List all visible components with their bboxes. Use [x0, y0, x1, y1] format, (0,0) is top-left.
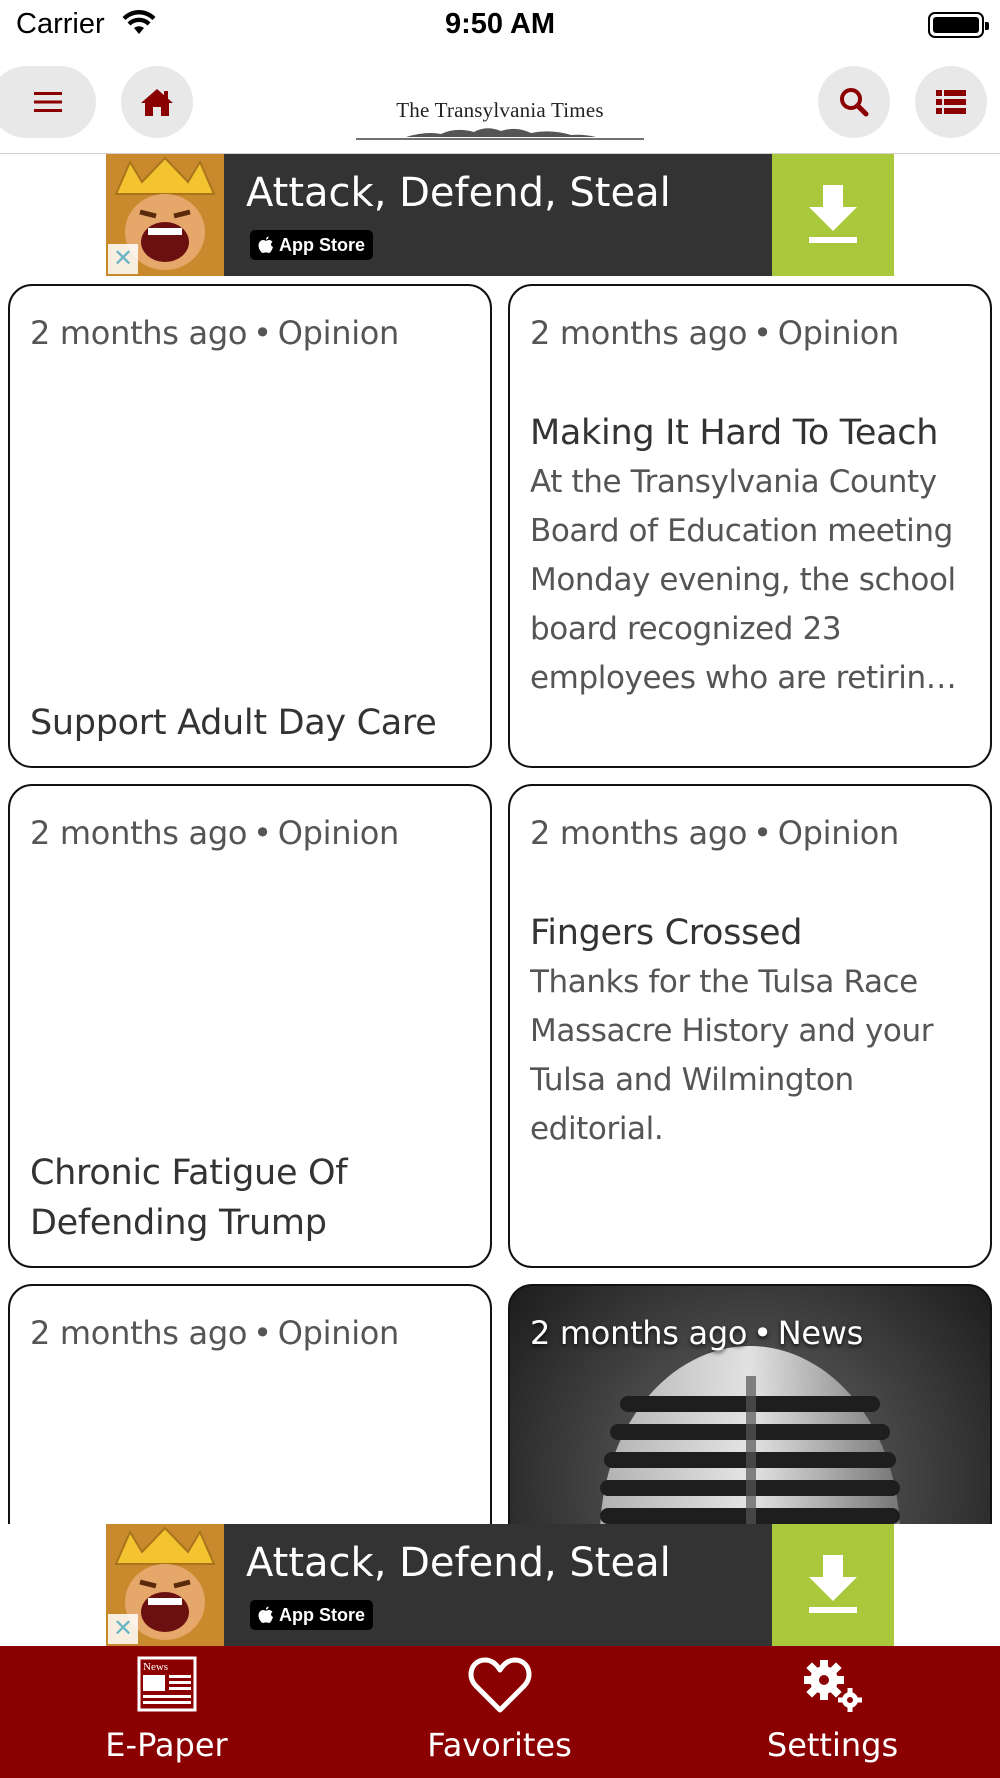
list-view-button[interactable]	[915, 66, 987, 138]
ad-download-button[interactable]	[772, 154, 894, 276]
article-feed[interactable]	[0, 276, 1000, 1524]
article-category: Opinion	[277, 314, 400, 352]
newspaper-icon	[137, 1656, 197, 1712]
article-age: 2 months ago	[530, 814, 748, 852]
article-category: News	[777, 1314, 863, 1352]
gears-icon	[798, 1656, 868, 1716]
article-age: 2 months ago	[530, 314, 748, 352]
search-icon	[838, 86, 870, 118]
tab-settings[interactable]	[666, 1646, 999, 1778]
article-meta	[30, 314, 399, 352]
battery-icon	[928, 12, 984, 38]
meta-separator: •	[253, 814, 272, 852]
article-title: Chronic Fatigue Of Defending Trump	[30, 1153, 348, 1243]
tab-favorites[interactable]	[333, 1646, 666, 1778]
carrier-label: Carrier	[16, 8, 105, 40]
article-meta	[530, 314, 899, 352]
meta-separator: •	[753, 1314, 772, 1352]
ad-banner-bottom[interactable]	[106, 1524, 894, 1646]
article-category: Opinion	[277, 1314, 400, 1352]
article-meta	[530, 1314, 863, 1352]
article-excerpt: Thanks for the Tulsa Race Massacre History and your Tulsa and Wilmington editorial.	[530, 964, 934, 1147]
menu-button[interactable]	[0, 66, 96, 138]
article-title: Making It Hard To Teach	[530, 413, 939, 453]
article-category: Opinion	[277, 814, 400, 852]
article-title: Support Adult Day Care	[30, 703, 437, 743]
app-store-badge[interactable]	[250, 1600, 373, 1630]
ad-headline: Attack, Defend, Steal	[246, 170, 671, 216]
article-meta	[530, 814, 899, 852]
article-age: 2 months ago	[30, 314, 248, 352]
article-age: 2 months ago	[530, 1314, 748, 1352]
article-excerpt: At the Transylvania County Board of Education meeting Monday evening, the school board recognized 23 employees who are retiring	[530, 464, 956, 696]
app-store-label: App Store	[279, 234, 366, 255]
article-card[interactable]	[508, 284, 992, 768]
article-category: Opinion	[777, 314, 900, 352]
nav-header	[0, 52, 1000, 154]
article-card[interactable]	[508, 784, 992, 1268]
masthead-skyline	[356, 123, 644, 143]
ad-game-thumbnail	[106, 1524, 224, 1646]
home-icon	[139, 86, 175, 118]
article-age: 2 months ago	[30, 814, 248, 852]
list-icon	[935, 89, 967, 115]
meta-separator: •	[753, 814, 772, 852]
apple-icon	[258, 236, 274, 254]
article-card[interactable]	[8, 1284, 492, 1524]
ad-headline: Attack, Defend, Steal	[246, 1540, 671, 1586]
meta-separator: •	[253, 314, 272, 352]
article-card[interactable]	[8, 284, 492, 768]
meta-separator: •	[253, 1314, 272, 1352]
svg-text:News: News	[142, 1661, 168, 1673]
apple-icon	[258, 1606, 274, 1624]
tab-label: Favorites	[427, 1726, 572, 1764]
ad-download-button[interactable]	[772, 1524, 894, 1646]
download-icon	[805, 185, 861, 245]
app-store-badge[interactable]	[250, 230, 373, 260]
masthead-logo[interactable]	[356, 98, 644, 148]
article-meta	[30, 1314, 399, 1352]
masthead-title: The Transylvania Times	[396, 98, 604, 122]
article-card[interactable]	[8, 784, 492, 1268]
article-meta	[30, 814, 399, 852]
home-button[interactable]	[121, 66, 193, 138]
hamburger-icon	[32, 90, 64, 114]
tab-e-paper[interactable]	[0, 1646, 333, 1778]
ad-close-button[interactable]: ✕	[108, 1614, 138, 1644]
article-card[interactable]	[508, 1284, 992, 1524]
ad-game-thumbnail	[106, 154, 224, 276]
download-icon	[805, 1555, 861, 1615]
tab-label: E-Paper	[105, 1726, 228, 1764]
tab-label: Settings	[766, 1726, 899, 1764]
app-store-label: App Store	[279, 1604, 366, 1625]
ad-close-button[interactable]: ✕	[108, 244, 138, 274]
ad-banner-top[interactable]	[106, 154, 894, 276]
article-category: Opinion	[777, 814, 900, 852]
clock: 9:50 AM	[444, 8, 556, 40]
bottom-tab-bar	[0, 1646, 1000, 1778]
article-age: 2 months ago	[30, 1314, 248, 1352]
search-button[interactable]	[818, 66, 890, 138]
heart-icon	[468, 1656, 532, 1714]
status-bar	[0, 0, 1000, 52]
article-title: Fingers Crossed	[530, 913, 803, 953]
meta-separator: •	[753, 314, 772, 352]
